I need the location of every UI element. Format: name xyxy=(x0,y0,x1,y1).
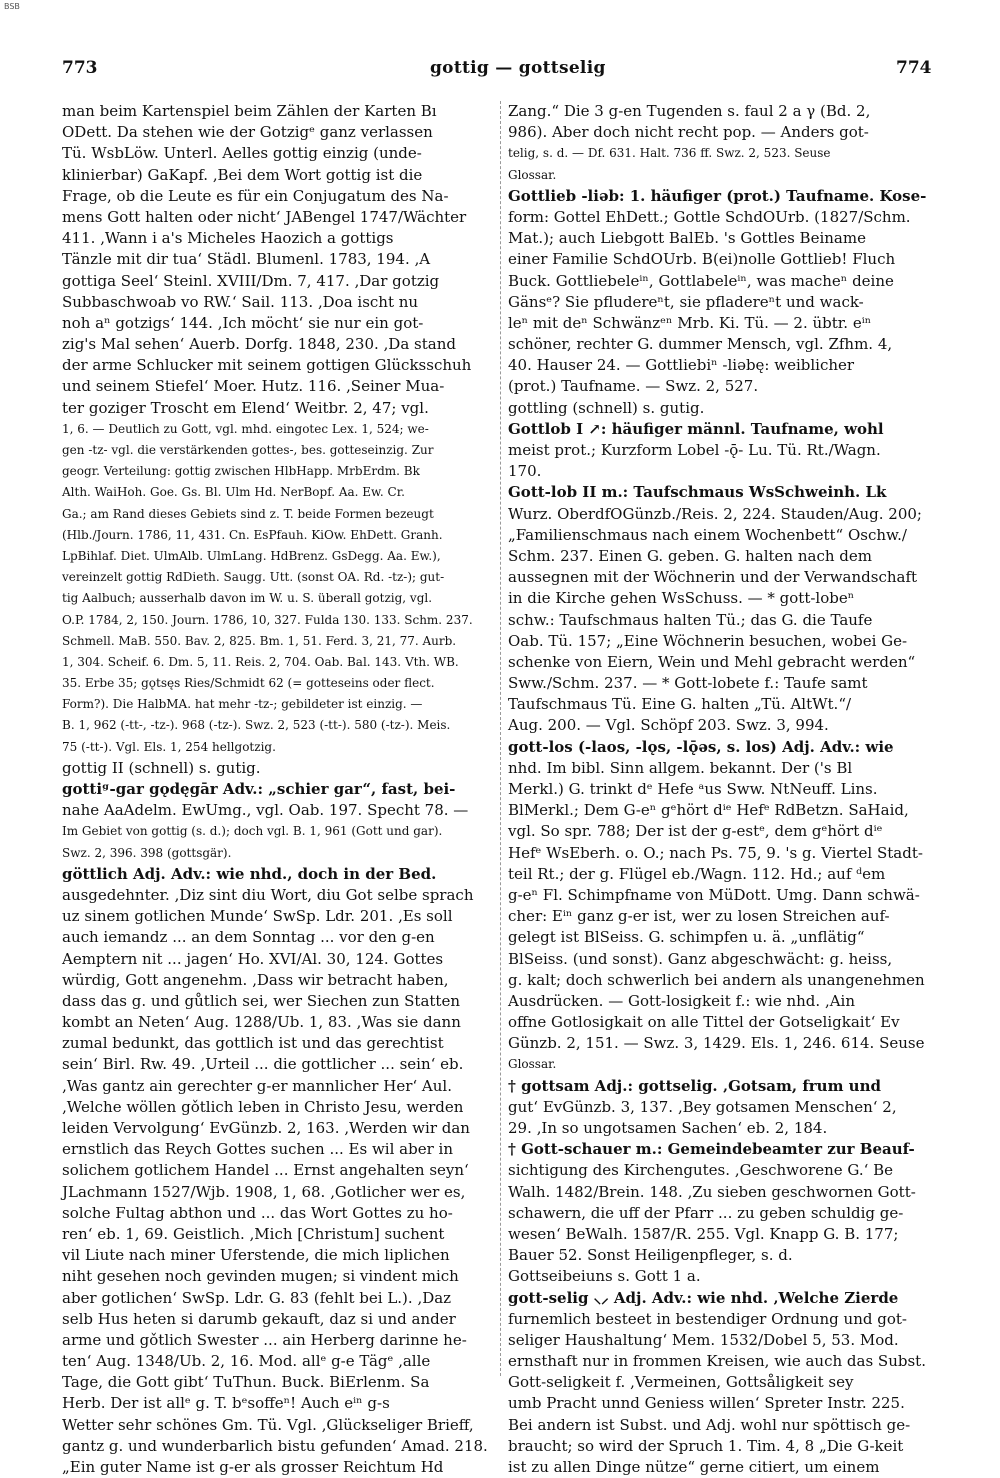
text-line: g. kalt; doch schwerlich bei andern als unangenehmen xyxy=(508,970,925,989)
text-line: Taufschmaus Tü. Eine G. halten „Tü. AltWt.“/ xyxy=(508,695,852,714)
text-line: Form?). Die HalbMA. hat mehr -tz-; gebildeter ist einzig. — xyxy=(62,697,423,712)
text-line: schöner, rechter G. dummer Mensch, vgl. Zfhm. 4, xyxy=(508,335,893,354)
text-line: vil Liute nach miner Uferstende, die mich liplichen xyxy=(62,1246,450,1265)
text-line: Buck. Gottliebeleⁱⁿ, Gottlabeleⁱⁿ, was macheⁿ deine xyxy=(508,271,894,290)
text-line: gottling (schnell) s. gutig. xyxy=(508,398,705,417)
text-line: selb Hus heten si darumb gekauft, daz si und ander xyxy=(62,1309,456,1328)
text-line: leⁿ mit deⁿ Schwänzᵉⁿ Mrb. Ki. Tü. — 2. übtr. eⁱⁿ xyxy=(508,313,872,332)
right-column xyxy=(508,101,941,1476)
text-line: Subbaschwoab vo RW.‘ Sail. 113. ‚Doa ischt nu xyxy=(62,292,419,311)
text-line: ist zu allen Dinge nütze“ gerne citiert, um einem xyxy=(508,1458,880,1476)
text-line: ernsthaft nur in frommen Kreisen, wie auch das Subst. xyxy=(508,1352,926,1371)
text-line: Ga.; am Rand dieses Gebiets sind z. T. beide Formen bezeugt xyxy=(62,506,434,521)
text-line: ‚Welche wöllen gǒtlich leben in Christo Jesu, werden xyxy=(62,1097,464,1116)
running-title: gottig — gottselig xyxy=(430,58,606,78)
entry-headword-line: gottiᵍ-gar gǫdęgār Adv.: „schier gar“, fast, bei- xyxy=(62,780,456,798)
text-line: Swz. 2, 396. 398 (gottsgär). xyxy=(62,845,232,860)
text-line: Schm. 237. Einen G. geben. G. halten nach dem xyxy=(508,546,872,565)
text-line: geogr. Verteilung: gottig zwischen HlbHapp. MrbErdm. Bk xyxy=(62,464,420,479)
text-line: gelegt ist BlSeiss. G. schimpfen u. ä. „unflätig“ xyxy=(508,928,865,947)
column-divider xyxy=(500,101,501,1376)
text-line: Oab. Tü. 157; „Eine Wöchnerin besuchen, wobei Ge- xyxy=(508,631,908,650)
text-line: sichtigung des Kirchengutes. ‚Geschworene G.‘ Be xyxy=(508,1161,894,1180)
text-line: g-eⁿ Fl. Schimpfname von MüDott. Umg. Dann schwä- xyxy=(508,885,920,904)
text-line: cher: Eⁱⁿ ganz g-er ist, wer zu losen Streichen auf- xyxy=(508,907,890,926)
text-line: Aemptern nit ... jagen‘ Ho. XVI/Al. 30, 124. Gottes xyxy=(62,949,444,968)
text-line: schenke von Eiern, Wein und Mehl gebracht werden“ xyxy=(508,652,916,671)
text-line: Zang.“ Die 3 g-en Tugenden s. faul 2 a γ (Bd. 2, xyxy=(508,102,871,120)
text-line: aber gotlichen‘ SwSp. Ldr. G. 83 (fehlt bei L.). ‚Daz xyxy=(62,1288,452,1307)
text-line: B. 1, 962 (-tt-, -tz-). 968 (-tz-). Swz. 2, 523 (-tt-). 580 (-tz-). Meis. xyxy=(62,718,451,733)
text-line: furnemlich besteet in bestendiger Ordnung und got- xyxy=(508,1309,907,1328)
entry-headword-line: gott-selig ⸜⸝ Adj. Adv.: wie nhd. ‚Welche Zierde xyxy=(508,1288,899,1307)
text-line: Sww./Schm. 237. — * Gott-lobete f.: Taufe samt xyxy=(508,674,868,693)
entry-headword-line: Gott-lob II m.: Taufschmaus WsSchweinh. Lk xyxy=(508,483,887,502)
text-line: 170. xyxy=(508,462,542,481)
text-line: schw.: Taufschmaus halten Tü.; das G. die Taufe xyxy=(508,610,873,629)
text-line: Günzb. 2, 151. — Swz. 3, 1429. Els. 1, 246. 614. Seuse xyxy=(508,1034,925,1053)
text-line: JLachmann 1527/Wjb. 1908, 1, 68. ‚Gotlicher wer es, xyxy=(62,1182,466,1201)
text-line: (Hlb./Journ. 1786, 11, 431. Cn. EsPfauh. KiOw. EhDett. Granh. xyxy=(62,527,443,542)
text-line: meist prot.; Kurzform Lobel -ǭ- Lu. Tü. Rt./Wagn. xyxy=(508,441,881,459)
text-line: gut‘ EvGünzb. 3, 137. ‚Bey gotsamen Menschen‘ 2, xyxy=(508,1097,897,1116)
text-line: mens Gott halten oder nicht‘ JABengel 1747/Wächter xyxy=(62,207,467,226)
entry-headword-line: † gottsam Adj.: gottselig. ‚Gotsam, frum und xyxy=(508,1076,881,1095)
text-line: Hefᵉ WsEberh. o. O.; nach Ps. 75, 9. 's g. Viertel Stadt- xyxy=(508,843,923,862)
text-line: dass das g. und gůtlich sei, wer Siechen zun Statten xyxy=(62,991,460,1010)
text-line: 1, 6. — Deutlich zu Gott, vgl. mhd. eingotec Lex. 1, 524; we- xyxy=(62,421,429,436)
text-line: und seinem Stiefel‘ Moer. Hutz. 116. ‚Seiner Mua- xyxy=(62,377,445,396)
text-line: leiden Vervolgung‘ EvGünzb. 2, 163. ‚Werden wir dan xyxy=(62,1119,470,1137)
text-line: ren‘ eb. 1, 69. Geistlich. ‚Mich [Christum] suchent xyxy=(62,1224,445,1243)
text-line: ausgedehnter. ‚Diz sint diu Wort, diu Got selbe sprach xyxy=(62,885,474,904)
text-line: gantz g. und wunderbarlich bistu gefunden‘ Amad. 218. xyxy=(62,1436,488,1455)
text-line: Schmell. MaB. 550. Bav. 2, 825. Bm. 1, 51. Ferd. 3, 21, 77. Aurb. xyxy=(62,633,457,648)
text-line: solichem gotlichem Handel ... Ernst angehalten seyn‘ xyxy=(62,1161,469,1180)
text-line: gottig II (schnell) s. gutig. xyxy=(62,758,261,777)
text-line: Tänzle mit dir tua‘ Städl. Blumenl. 1783, 194. ‚A xyxy=(62,250,431,269)
text-line: umb Pracht unnd Geniess willen‘ Spreter Instr. 225. xyxy=(508,1394,905,1413)
left-column xyxy=(62,101,495,1476)
text-line: 411. ‚Wann i a's Micheles Haozich a gottigs xyxy=(62,229,394,248)
text-line: Frage, ob die Leute es für ein Conjugatum des Na- xyxy=(62,186,449,205)
text-line: sein‘ Birl. Rw. 49. ‚Urteil ... die gottlicher ... sein‘ eb. xyxy=(62,1055,464,1074)
text-line: zumal bedunkt, das gottlich ist und das gerechtist xyxy=(62,1034,444,1053)
library-mark: BSB xyxy=(4,2,20,11)
text-line: ‚Was gantz ain gerechter g-er mannlicher Her‘ Aul. xyxy=(62,1076,452,1095)
text-line: 35. Erbe 35; gǫtsęs Ries/Schmidt 62 (= gotteseins oder flect. xyxy=(62,676,435,691)
text-line: Alth. WaiHoh. Goe. Gs. Bl. Ulm Hd. NerBopf. Aa. Ew. Cr. xyxy=(62,485,405,500)
text-line: arme und gǒtlich Swester ... ain Herberg darinne he- xyxy=(62,1330,467,1349)
text-line: solche Fultag abthon und ... das Wort Gottes zu ho- xyxy=(62,1203,453,1222)
text-line: man beim Kartenspiel beim Zählen der Karten Bı xyxy=(62,102,437,120)
text-line: Gänsᵉ? Sie pfludereⁿt, sie pfladereⁿt und wack- xyxy=(508,292,864,311)
text-line: vgl. So spr. 788; Der ist der g-estᵉ, dem gᵉhört dⁱᵉ xyxy=(508,822,883,841)
text-line: würdig, Gott angenehm. ‚Dass wir betracht haben, xyxy=(62,970,449,989)
text-line: form: Gottel EhDett.; Gottle SchdOUrb. (1827/Schm. xyxy=(508,207,911,226)
text-line: Ausdrücken. — Gott-losigkeit f.: wie nhd. ‚Ain xyxy=(508,991,855,1010)
text-line: ter goziger Troscht em Elend‘ Weitbr. 2, 47; vgl. xyxy=(62,398,429,417)
text-line: Tage, die Gott gibt‘ TuThun. Buck. BiErlenm. Sa xyxy=(62,1373,430,1392)
text-line: Bei andern ist Subst. und Adj. wohl nur spöttisch ge- xyxy=(508,1415,911,1434)
text-line: einer Familie SchdOUrb. B(ei)nolle Gottlieb! Fluch xyxy=(508,250,896,269)
text-line: 29. ‚In so ungotsamen Sachen‘ eb. 2, 184. xyxy=(508,1119,828,1137)
text-line: Wetter sehr schönes Gm. Tü. Vgl. ‚Glückseliger Brieff, xyxy=(62,1415,474,1434)
text-line: „Familienschmaus nach einem Wochenbett“ Oschw./ xyxy=(508,525,907,544)
text-line: gen -tz- vgl. die verstärkenden gottes-, bes. gotteseinzig. Zur xyxy=(62,443,434,457)
text-line: kombt an Neten‘ Aug. 1288/Ub. 1, 83. ‚Was sie dann xyxy=(62,1013,461,1032)
text-line: wesen‘ BeWalh. 1587/R. 255. Vgl. Knapp G. B. 177; xyxy=(508,1224,899,1243)
text-line: Glossar. xyxy=(508,1057,557,1072)
text-line: seliger Haushaltung‘ Mem. 1532/Dobel 5, 53. Mod. xyxy=(508,1330,899,1349)
text-line: zig's Mal sehen‘ Auerb. Dorfg. 1848, 230. ‚Da stand xyxy=(62,335,456,354)
text-line: nhd. Im bibl. Sinn allgem. bekannt. Der ('s Bl xyxy=(508,758,853,777)
text-line: auch iemandz ... an dem Sonntag ... vor den g-en xyxy=(62,928,435,947)
text-line: 40. Hauser 24. — Gottliebiⁿ -liəbę: weiblicher xyxy=(508,356,855,375)
text-line: (prot.) Taufname. — Swz. 2, 527. xyxy=(508,377,759,396)
text-line: aussegnen mit der Wöchnerin und der Verwandschaft xyxy=(508,568,918,587)
text-line: BlMerkl.; Dem G-eⁿ gᵉhört dⁱᵉ Hefᵉ RdBetzn. SaHaid, xyxy=(508,801,909,820)
text-line: Im Gebiet von gottig (s. d.); doch vgl. B. 1, 961 (Gott und gar). xyxy=(62,824,443,839)
text-line: telig, s. d. — Df. 631. Halt. 736 ff. Swz. 2, 523. Seuse xyxy=(508,146,831,161)
text-line: gottiga Seel‘ Steinl. XVIII/Dm. 7, 417. ‚Dar gotzig xyxy=(62,271,440,290)
text-line: O.P. 1784, 2, 150. Journ. 1786, 10, 327. Fulda 130. 133. Schm. 237. xyxy=(62,612,473,627)
entry-headword-line: Gottlieb -liəb: 1. häufiger (prot.) Taufname. Kose- xyxy=(508,186,927,205)
text-line: der arme Schlucker mit seinem gottigen Glücksschuh xyxy=(62,356,472,375)
text-line: nahe AaAdelm. EwUmg., vgl. Oab. 197. Specht 78. — xyxy=(62,801,469,820)
entry-headword-line: Gottlob I ↗: häufiger männl. Taufname, wohl xyxy=(508,419,884,438)
text-line: LpBihlaf. Diet. UlmAlb. UlmLang. HdBrenz. GsDegg. Aa. Ew.), xyxy=(62,548,441,563)
text-line: vereinzelt gottig RdDieth. Saugg. Utt. (sonst OA. Rd. -tz-); gut- xyxy=(62,570,445,585)
text-line: Glossar. xyxy=(508,167,557,182)
text-line: tig Aalbuch; ausserhalb davon im W. u. S. überall gotzig, vgl. xyxy=(62,591,433,606)
text-line: Aug. 200. — Vgl. Schöpf 203. Swz. 3, 994. xyxy=(508,716,829,735)
text-line: uz sinem gotlichen Munde‘ SwSp. Ldr. 201. ‚Es soll xyxy=(62,907,453,926)
text-line: noh aⁿ gotzigs‘ 144. ‚Ich möcht‘ sie nur ein got- xyxy=(62,313,424,332)
text-line: braucht; so wird der Spruch 1. Tim. 4, 8 „Die G-keit xyxy=(508,1436,904,1455)
text-line: ODett. Da stehen wie der Gotzigᵉ ganz verlassen xyxy=(62,123,433,142)
text-line: Bauer 52. Sonst Heiligenpfleger, s. d. xyxy=(508,1246,793,1265)
text-line: in die Kirche gehen WsSchuss. — * gott-lobeⁿ xyxy=(508,589,855,608)
page-number-left: 773 xyxy=(62,58,98,78)
text-line: Walh. 1482/Brein. 148. ‚Zu sieben geschwornen Gott- xyxy=(508,1182,916,1201)
text-line: ernstlich das Reych Gottes suchen ... Es wil aber in xyxy=(62,1140,453,1159)
text-line: 1, 304. Scheif. 6. Dm. 5, 11. Reis. 2, 704. Oab. Bal. 143. Vth. WB. xyxy=(62,654,459,669)
text-line: Mat.); auch Liebgott BalEb. 's Gottles Beiname xyxy=(508,229,866,248)
text-line: niht gesehen noch gevinden mugen; si vindent mich xyxy=(62,1267,459,1286)
text-line: Wurz. OberdfOGünzb./Reis. 2, 224. Stauden/Aug. 200; xyxy=(508,504,922,523)
entry-headword-line: göttlich Adj. Adv.: wie nhd., doch in der Bed. xyxy=(62,864,437,883)
text-line: schawern, die uff der Pfarr ... zu geben schuldig ge- xyxy=(508,1203,904,1222)
text-line: 986). Aber doch nicht recht pop. — Anders got- xyxy=(508,123,869,142)
entry-headword-line: gott-los (-laos, -lǫs, -lǭəs, s. los) Adj. Adv.: wie xyxy=(508,737,894,756)
text-line: Herb. Der ist allᵉ g. T. bᵉsoffeⁿ! Auch eⁱⁿ g-s xyxy=(62,1394,390,1413)
page-number-right: 774 xyxy=(896,58,932,78)
text-line: „Ein guter Name ist g-er als grosser Reichtum Hd xyxy=(62,1458,444,1476)
text-line: Gott-seligkeit f. ‚Vermeinen, Gottsåligkeit sey xyxy=(508,1373,854,1392)
text-line: Gottseibeiuns s. Gott 1 a. xyxy=(508,1267,701,1286)
text-line: klinierbar) GaKapf. ‚Bei dem Wort gottig ist die xyxy=(62,165,423,184)
text-line: teil Rt.; der g. Flügel eb./Wagn. 112. Hd.; auf ᵈem xyxy=(508,864,886,883)
text-line: Merkl.) G. trinkt dᵉ Hefe ᵃus Sww. NtNeuff. Lins. xyxy=(508,780,878,798)
entry-headword-line: † Gott-schauer m.: Gemeindebeamter zur Beauf- xyxy=(508,1140,915,1159)
text-line: ten‘ Aug. 1348/Ub. 2, 16. Mod. allᵉ g-e Tägᵉ ‚alle xyxy=(62,1352,431,1371)
text-line: BlSeiss. (und sonst). Ganz abgeschwächt: g. heiss, xyxy=(508,949,893,968)
text-line: 75 (-tt-). Vgl. Els. 1, 254 hellgotzig. xyxy=(62,739,276,754)
text-line: offne Gotlosigkait on alle Tittel der Gotseligkait‘ Ev xyxy=(508,1013,900,1032)
text-line: Tü. WsbLöw. Unterl. Aelles gottig einzig (unde- xyxy=(62,144,422,163)
